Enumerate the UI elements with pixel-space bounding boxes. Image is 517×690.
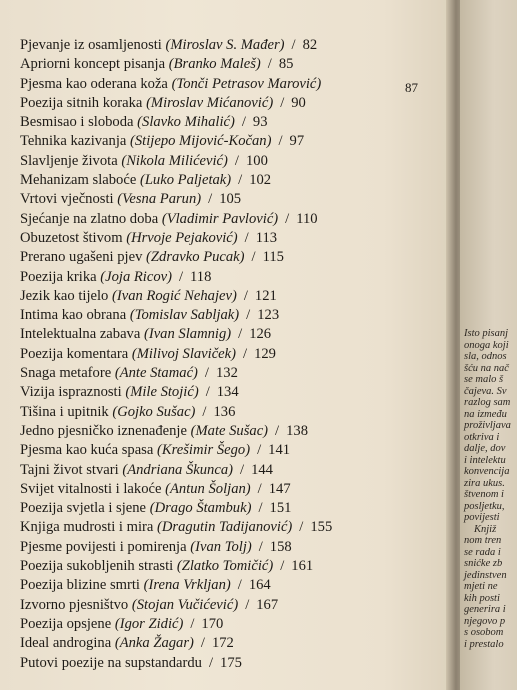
- toc-author: (Tomislav Sabljak): [129, 307, 240, 324]
- toc-title: Tehnika kazivanja: [20, 133, 127, 150]
- toc-entry: [20, 306, 450, 325]
- toc-title: Jezik kao tijelo: [20, 287, 109, 304]
- toc-entry: [20, 461, 450, 480]
- facing-page-line: otkriva i: [464, 431, 500, 443]
- facing-page-line: nom tren: [464, 535, 502, 546]
- facing-page-line: razlog sam: [464, 397, 511, 408]
- toc-author: (Ivan Slamnig): [143, 326, 232, 343]
- toc-author: (Krešimir Šego): [157, 442, 251, 459]
- toc-title: Besmisao i sloboda: [20, 114, 134, 131]
- toc-page-number: 141: [268, 442, 291, 459]
- toc-page-number: 118: [190, 268, 212, 285]
- toc-entry: [20, 576, 450, 595]
- toc-author: (Gojko Sušac): [112, 403, 196, 420]
- table-of-contents: [20, 36, 450, 673]
- toc-title: Poezija opsjene: [20, 615, 112, 632]
- facing-page-line: štvenom i: [464, 489, 504, 500]
- toc-page-number: 115: [262, 249, 284, 266]
- toc-page-number: 138: [286, 422, 308, 439]
- facing-page-line: čajeva. Sv: [464, 385, 507, 397]
- toc-title: Tajni život stvari: [20, 461, 119, 478]
- toc-title: Prerano ugašeni pjev: [20, 249, 143, 266]
- toc-title: Snaga metafore: [20, 365, 112, 382]
- toc-entry: [20, 152, 450, 171]
- toc-author: (Tonči Petrasov Marović): [171, 75, 322, 92]
- toc-entry: [20, 190, 450, 209]
- toc-author: (Drago Štambuk): [149, 500, 252, 517]
- toc-separator: /: [234, 152, 239, 169]
- facing-page-text: [464, 328, 511, 650]
- toc-author: (Ante Stamać): [114, 365, 198, 382]
- toc-separator: /: [245, 596, 250, 613]
- toc-author: (Zdravko Pucak): [146, 249, 245, 266]
- toc-author: (Slavko Mihalić): [137, 114, 235, 131]
- toc-page-number: 100: [245, 152, 268, 169]
- toc-separator: /: [280, 558, 285, 575]
- toc-page-number: 102: [249, 172, 272, 189]
- toc-title: Izvorno pjesništvo: [20, 596, 129, 613]
- toc-separator: /: [200, 635, 205, 652]
- toc-title: Intima kao obrana: [20, 307, 127, 324]
- toc-author: (Miroslav S. Mađer): [165, 37, 285, 53]
- toc-title: Poezija sukobljenih strasti: [20, 558, 174, 575]
- toc-title: Putovi poezije na supstandardu: [20, 654, 202, 671]
- toc-page-number: 121: [254, 287, 277, 304]
- toc-title: Pjesme povijesti i pomirenja: [20, 538, 187, 555]
- toc-entry: [20, 364, 450, 383]
- facing-page-line: jedinstven: [464, 569, 507, 581]
- toc-separator: /: [278, 133, 283, 150]
- toc-author: (Joja Ricov): [100, 268, 172, 285]
- toc-title: Poezija sitnih koraka: [20, 94, 143, 111]
- toc-entry: [20, 422, 450, 441]
- toc-entry: [20, 287, 450, 306]
- toc-author: (Miroslav Mićanović): [146, 94, 274, 111]
- toc-page-number: 132: [215, 365, 238, 382]
- toc-entry: [20, 654, 450, 673]
- toc-separator: /: [202, 403, 207, 420]
- toc-author: (Mile Stojić): [125, 384, 199, 401]
- toc-separator: /: [241, 114, 246, 131]
- toc-entry: [20, 596, 450, 615]
- toc-author: (Igor Zidić): [114, 615, 184, 632]
- toc-page-number: 93: [252, 114, 268, 131]
- toc-page-number: 113: [255, 229, 278, 246]
- toc-separator: /: [240, 461, 245, 478]
- toc-entry: [20, 94, 450, 113]
- facing-page-line: njegovo p: [464, 615, 506, 627]
- toc-title: Svijet vitalnosti i lakoće: [20, 480, 162, 497]
- toc-separator: /: [291, 37, 296, 53]
- toc-separator: /: [204, 365, 209, 382]
- toc-page-number: 97: [289, 133, 305, 150]
- toc-author: (Dragutin Tadijanović): [157, 519, 293, 536]
- toc-author: (Andriana Škunca): [122, 461, 233, 478]
- toc-author: (Milivoj Slaviček): [131, 345, 236, 362]
- facing-page-line: sla, odnos: [464, 351, 507, 362]
- toc-page-number: 158: [269, 538, 292, 555]
- toc-title: Pjesma kao kuća spasa: [20, 442, 154, 459]
- facing-page-line: kih posti: [464, 592, 500, 604]
- toc-title: Poezija komentara: [20, 345, 129, 362]
- toc-entry: [20, 210, 450, 229]
- toc-separator: /: [238, 172, 243, 189]
- toc-page-number: 164: [248, 577, 271, 594]
- toc-title: Knjiga mudrosti i mira: [20, 519, 154, 536]
- toc-title: Obuzetost štivom: [20, 229, 123, 246]
- toc-author: (Antun Šoljan): [165, 480, 251, 497]
- toc-page-number: 126: [249, 326, 272, 343]
- toc-entry: [20, 248, 450, 267]
- toc-entry: [20, 132, 450, 151]
- toc-author: (Anka Žagar): [114, 635, 194, 652]
- toc-separator: /: [208, 191, 213, 208]
- toc-separator: /: [280, 94, 285, 111]
- toc-author: (Mate Sušac): [190, 422, 269, 439]
- toc-title: Ideal androgina: [20, 635, 112, 652]
- toc-author: (Stojan Vučićević): [131, 596, 239, 613]
- toc-separator: /: [238, 326, 243, 343]
- facing-page-line: na između: [464, 408, 507, 420]
- facing-page-line: se rada i: [464, 546, 501, 558]
- toc-separator: /: [190, 615, 195, 632]
- toc-entry: [20, 75, 450, 94]
- toc-title: Jedno pjesničko iznenađenje: [20, 422, 187, 439]
- toc-separator: /: [246, 307, 251, 324]
- toc-page-number: 85: [278, 56, 294, 73]
- facing-page-line: dalje, dov: [464, 443, 506, 454]
- toc-title: Vrtovi vječnosti: [20, 191, 114, 208]
- toc-page-number: 123: [257, 307, 280, 324]
- toc-title: Tišina i upitnik: [20, 403, 109, 420]
- toc-separator: /: [275, 422, 280, 439]
- toc-page-number: 134: [216, 384, 239, 401]
- toc-author: (Stijepo Mijović-Kočan): [130, 133, 272, 150]
- toc-title: Pjesma kao oderana koža: [20, 75, 168, 92]
- toc-entry: [20, 538, 450, 557]
- toc-author: (Vesna Parun): [117, 191, 202, 208]
- toc-entry: [20, 345, 450, 364]
- toc-separator: /: [178, 268, 184, 285]
- toc-entry: [20, 557, 450, 576]
- toc-entry: [20, 55, 450, 74]
- toc-separator: /: [257, 480, 262, 497]
- toc-author: (Ivan Rogić Nehajev): [112, 287, 237, 304]
- toc-page-number: 82: [302, 37, 318, 53]
- facing-page-line: proživljava: [464, 420, 511, 431]
- toc-entry: [20, 499, 450, 518]
- toc-separator: /: [258, 500, 263, 517]
- toc-separator: /: [299, 519, 304, 536]
- toc-page-number: 90: [291, 94, 306, 111]
- toc-title: Intelektualna zabava: [20, 326, 141, 343]
- toc-title: Slavljenje života: [20, 152, 118, 169]
- toc-title: Pjevanje iz osamljenosti: [20, 37, 162, 53]
- toc-page-number: 172: [211, 635, 234, 652]
- toc-page-number: 175: [220, 654, 242, 671]
- toc-entry: [20, 171, 450, 190]
- toc-author: (Hrvoje Pejaković): [126, 229, 238, 246]
- toc-separator: /: [243, 287, 248, 304]
- toc-title: Mehanizam slaboće: [20, 172, 137, 189]
- toc-author: (Vladimir Pavlović): [161, 210, 279, 227]
- toc-entry: [20, 480, 450, 499]
- toc-title: Apriorni koncept pisanja: [20, 56, 166, 73]
- toc-title: Vizija ispraznosti: [20, 384, 122, 401]
- toc-separator: /: [243, 345, 248, 362]
- facing-page-line: mjeti ne: [464, 581, 498, 592]
- facing-page-line: zira ukus.: [464, 477, 505, 489]
- toc-page-number: 147: [268, 480, 291, 497]
- toc-separator: /: [205, 384, 210, 401]
- facing-page-line: generira i: [464, 604, 506, 615]
- facing-page-line: posljetku,: [464, 500, 505, 512]
- facing-page-line: s osobom: [464, 627, 504, 638]
- toc-page-number: 170: [201, 615, 224, 632]
- toc-title: Sjećanje na zlatno doba: [20, 210, 159, 227]
- facing-page-line: povijesti: [464, 512, 500, 523]
- facing-page-line: i prestalo: [464, 638, 504, 650]
- toc-entry: [20, 518, 450, 537]
- toc-author: (Zlatko Tomičić): [176, 558, 274, 575]
- toc-separator: /: [244, 229, 249, 246]
- toc-separator: /: [257, 442, 262, 459]
- facing-page-line: snićke zb: [464, 558, 503, 569]
- toc-entry: [20, 441, 450, 460]
- toc-entry: [20, 36, 450, 55]
- facing-page-line: Knjiž: [474, 523, 497, 535]
- toc-title: Poezija krika: [20, 268, 97, 285]
- toc-page-number: 155: [310, 519, 333, 536]
- toc-title: Poezija blizine smrti: [20, 577, 140, 594]
- toc-separator: /: [285, 210, 290, 227]
- toc-separator: /: [237, 577, 242, 594]
- facing-page-line: konvencija: [464, 466, 510, 477]
- toc-page-number: 151: [269, 500, 292, 517]
- toc-entry: [20, 268, 450, 287]
- facing-page-line: Isto pisanj: [464, 328, 509, 339]
- facing-page-line: i intelektu: [464, 454, 506, 466]
- toc-entry: [20, 383, 450, 402]
- toc-author: (Ivan Tolj): [190, 538, 252, 555]
- facing-page: [460, 0, 517, 690]
- toc-page-number: 136: [213, 403, 236, 420]
- toc-author: (Irena Vrkljan): [143, 577, 231, 594]
- stray-page-number: 87: [405, 80, 418, 95]
- facing-page-line: onoga koji: [464, 339, 509, 351]
- facing-page-line: šću na nač: [464, 362, 509, 374]
- toc-entry: [20, 615, 450, 634]
- toc-page-number: 129: [254, 345, 276, 362]
- toc-separator: /: [208, 654, 214, 671]
- toc-entry: [20, 403, 450, 422]
- toc-author: (Branko Maleš): [168, 56, 261, 73]
- toc-entry: [20, 113, 450, 132]
- toc-page-number: 110: [296, 210, 318, 227]
- toc-separator: /: [258, 538, 263, 555]
- facing-page-line: se malo š: [464, 374, 504, 385]
- toc-page-number: 144: [251, 461, 273, 478]
- toc-entry: [20, 229, 450, 248]
- toc-author: (Nikola Milićević): [121, 152, 228, 169]
- toc-page-number: 161: [291, 558, 314, 575]
- toc-entry: [20, 634, 450, 653]
- toc-title: Poezija svjetla i sjene: [20, 500, 147, 517]
- toc-page-number: 167: [256, 596, 279, 613]
- toc-separator: /: [251, 249, 256, 266]
- toc-page-number: 105: [219, 191, 242, 208]
- toc-separator: /: [267, 56, 272, 73]
- toc-entry: [20, 325, 450, 344]
- toc-author: (Luko Paljetak): [139, 172, 232, 189]
